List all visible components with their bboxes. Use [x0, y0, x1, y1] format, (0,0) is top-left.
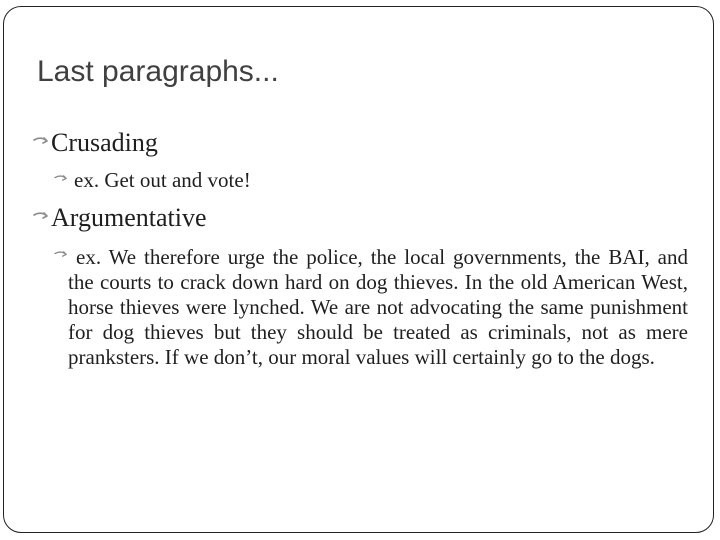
bullet-argumentative: Argumentative [51, 203, 207, 232]
bullet-crusading-example: ex. Get out and vote! [74, 168, 251, 192]
bullet-argumentative-example-text: ex. We therefore urge the police, the local governments, the BAI, and the courts to crack down hard on dog thieves. In the old American West, horse thieves were lynched. We are not advocating the same punishment for dog thieves but they should be treated as criminals, not as mere pranksters. If we don’t, our moral values will certainly go to the dogs. [68, 245, 688, 369]
bullet-argumentative-example [68, 245, 688, 370]
arrow-bullet-icon [33, 137, 49, 151]
slide-title: Last paragraphs... [37, 55, 279, 88]
arrow-bullet-icon [54, 175, 68, 187]
bullet-crusading: Crusading [51, 128, 158, 157]
arrow-bullet-icon [33, 212, 49, 226]
arrow-bullet-icon [54, 251, 68, 263]
